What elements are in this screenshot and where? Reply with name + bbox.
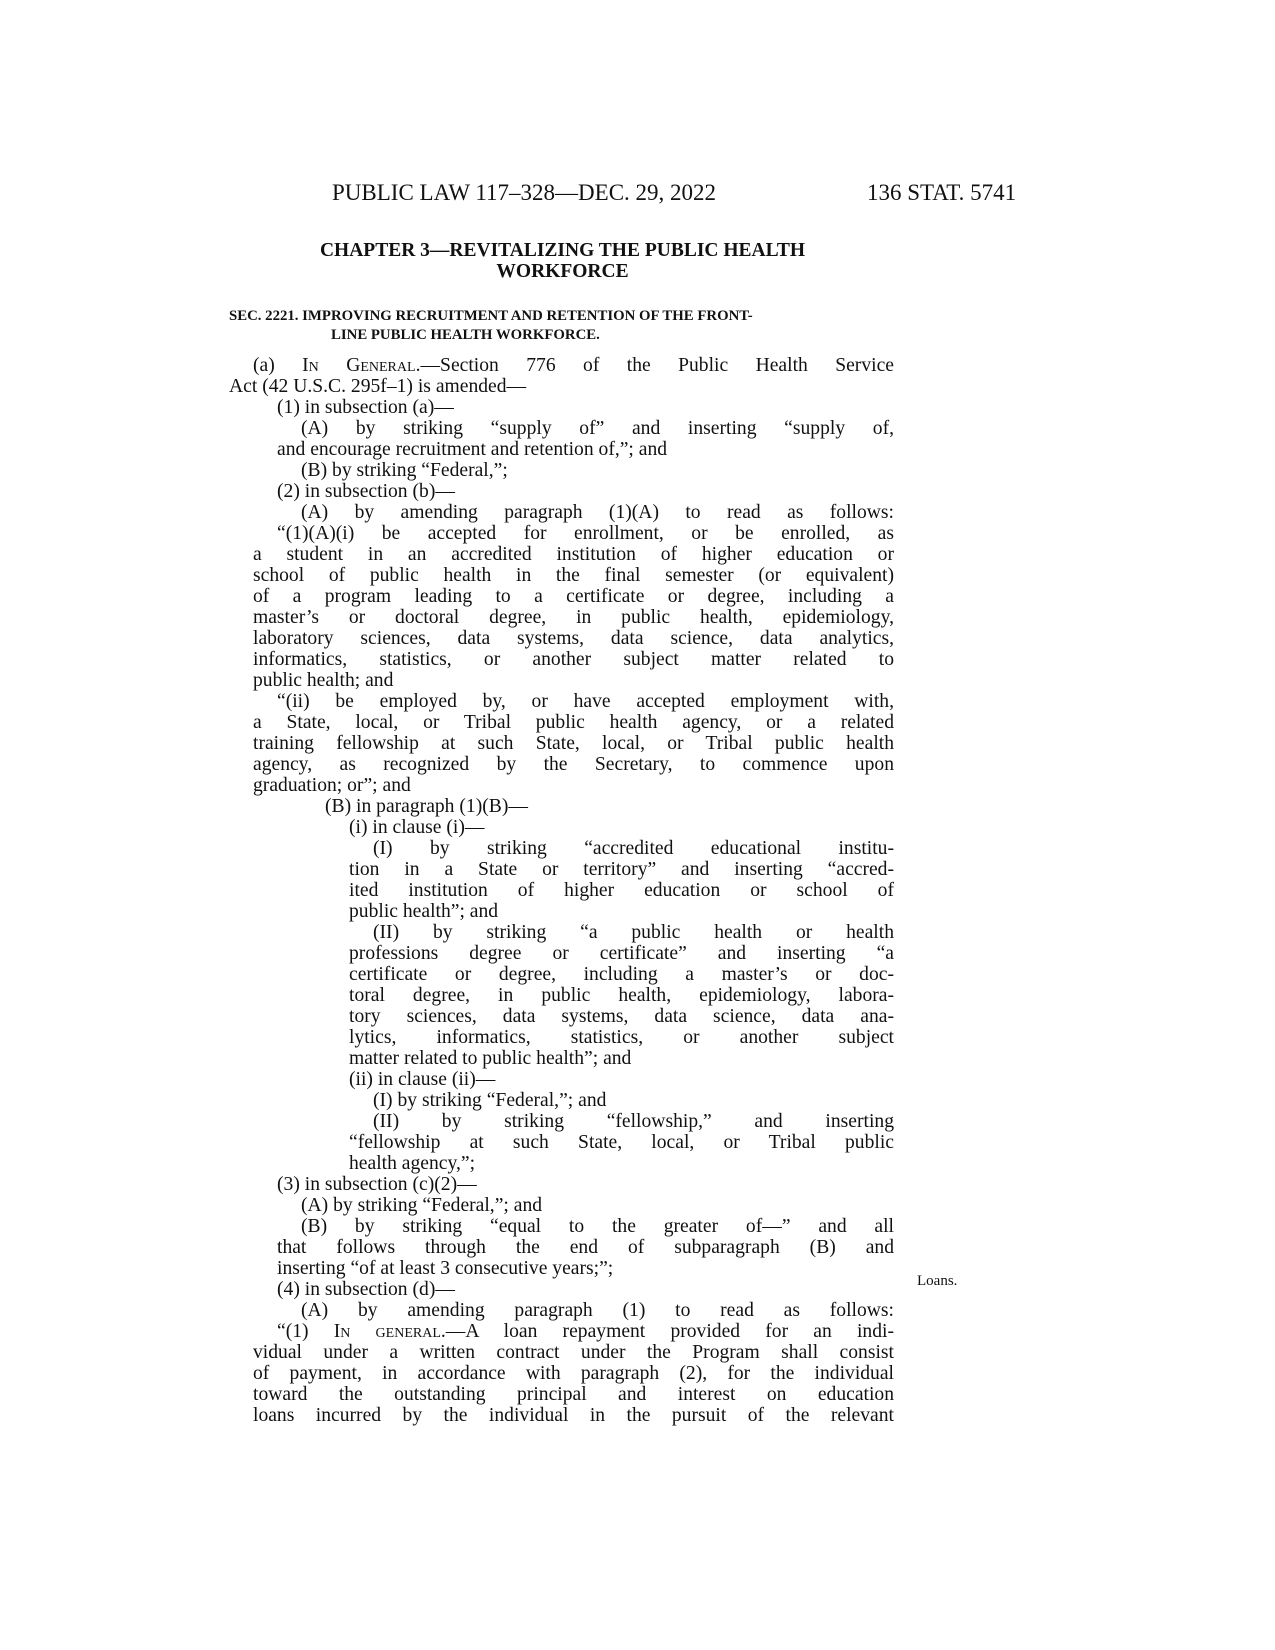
- text-line: (4) in subsection (d)—: [277, 1279, 455, 1300]
- text-line: and encourage recruitment and retention of,”; and: [277, 439, 668, 460]
- text-line: of a program leading to a certificate or degree, including a: [253, 586, 894, 607]
- text-line: (A) by amending paragraph (1) to read as follows:: [301, 1300, 894, 1321]
- chapter-heading-line: WORKFORCE: [496, 261, 629, 282]
- text-line: (A) by striking “Federal,”; and: [301, 1195, 543, 1216]
- text-line: (II) by striking “a public health or health: [373, 922, 894, 943]
- text-line: “(ii) be employed by, or have accepted employment with,: [277, 691, 894, 712]
- section-heading-line: SEC. 2221. IMPROVING RECRUITMENT AND RETENTION OF THE FRONT-: [229, 308, 753, 324]
- text-line: toward the outstanding principal and interest on education: [253, 1384, 894, 1405]
- text-line: (B) by striking “Federal,”;: [301, 460, 508, 481]
- text-line: toral degree, in public health, epidemiology, labora-: [349, 985, 894, 1006]
- text-line: (a) In General.—Section 776 of the Public Health Service: [253, 355, 894, 376]
- text-line: (I) by striking “Federal,”; and: [373, 1090, 607, 1111]
- chapter-heading-line: CHAPTER 3—REVITALIZING THE PUBLIC HEALTH: [319, 240, 806, 261]
- text-line: public health”; and: [349, 901, 499, 922]
- text-line: professions degree or certificate” and inserting “a: [349, 943, 894, 964]
- text-line: (B) by striking “equal to the greater of—” and all: [301, 1216, 894, 1237]
- body-text: [229, 355, 894, 1426]
- text-line: vidual under a written contract under the Program shall consist: [253, 1342, 894, 1363]
- text-line: lytics, informatics, statistics, or another subject: [349, 1027, 894, 1048]
- paragraph-label: In general: [333, 1321, 441, 1342]
- text-line: (1) in subsection (a)—: [277, 397, 454, 418]
- text-line: “(1)(A)(i) be accepted for enrollment, or be enrolled, as: [277, 523, 894, 544]
- text-line: inserting “of at least 3 consecutive years;”;: [277, 1258, 614, 1279]
- text-line: (A) by striking “supply of” and inserting “supply of,: [301, 418, 894, 439]
- text-line: “fellowship at such State, local, or Tribal public: [349, 1132, 894, 1153]
- text-line: Act (42 U.S.C. 295f–1) is amended—: [229, 376, 527, 397]
- text-line: “(1) In general.—A loan repayment provided for an indi-: [277, 1321, 894, 1342]
- text-line: tion in a State or territory” and inserting “accred-: [349, 859, 894, 880]
- text-line: tory sciences, data systems, data science, data ana-: [349, 1006, 894, 1027]
- text-line: (2) in subsection (b)—: [277, 481, 455, 502]
- subsection-label: In General: [302, 355, 416, 376]
- text-line: master’s or doctoral degree, in public health, epidemiology,: [253, 607, 894, 628]
- text-line: certificate or degree, including a master’s or doc-: [349, 964, 894, 985]
- text-line: a student in an accredited institution of higher education or: [253, 544, 894, 565]
- text-line: laboratory sciences, data systems, data science, data analytics,: [253, 628, 894, 649]
- text-line: of payment, in accordance with paragraph (2), for the individual: [253, 1363, 894, 1384]
- page-stat-number: 136 STAT. 5741: [867, 180, 1017, 205]
- text-line: health agency,”;: [349, 1153, 476, 1174]
- text-line: training fellowship at such State, local, or Tribal public health: [253, 733, 894, 754]
- text-line: public health; and: [253, 670, 394, 691]
- text-line: graduation; or”; and: [253, 775, 411, 796]
- text-line: (i) in clause (i)—: [349, 817, 485, 838]
- text-line: (3) in subsection (c)(2)—: [277, 1174, 477, 1195]
- text-line: agency, as recognized by the Secretary, to commence upon: [253, 754, 894, 775]
- text-line: (I) by striking “accredited educational institu-: [373, 838, 894, 859]
- text-line: (A) by amending paragraph (1)(A) to read as follows:: [301, 502, 894, 523]
- text-line: (ii) in clause (ii)—: [349, 1069, 496, 1090]
- text-line: a State, local, or Tribal public health agency, or a related: [253, 712, 894, 733]
- text-line: loans incurred by the individual in the pursuit of the relevant: [253, 1405, 894, 1426]
- text-line: (B) in paragraph (1)(B)—: [325, 796, 528, 817]
- running-header: PUBLIC LAW 117–328—DEC. 29, 2022: [332, 180, 717, 205]
- text-line: informatics, statistics, or another subject matter related to: [253, 649, 894, 670]
- chapter-heading: [230, 240, 895, 282]
- text-line: ited institution of higher education or school of: [349, 880, 894, 901]
- text-line: that follows through the end of subparagraph (B) and: [277, 1237, 894, 1258]
- section-heading: [229, 307, 894, 345]
- text-line: school of public health in the final semester (or equivalent): [253, 565, 894, 586]
- text-line: (II) by striking “fellowship,” and inserting: [373, 1111, 894, 1132]
- margin-note: Loans.: [917, 1273, 958, 1289]
- text-line: matter related to public health”; and: [349, 1048, 632, 1069]
- section-heading-line: LINE PUBLIC HEALTH WORKFORCE.: [331, 327, 600, 343]
